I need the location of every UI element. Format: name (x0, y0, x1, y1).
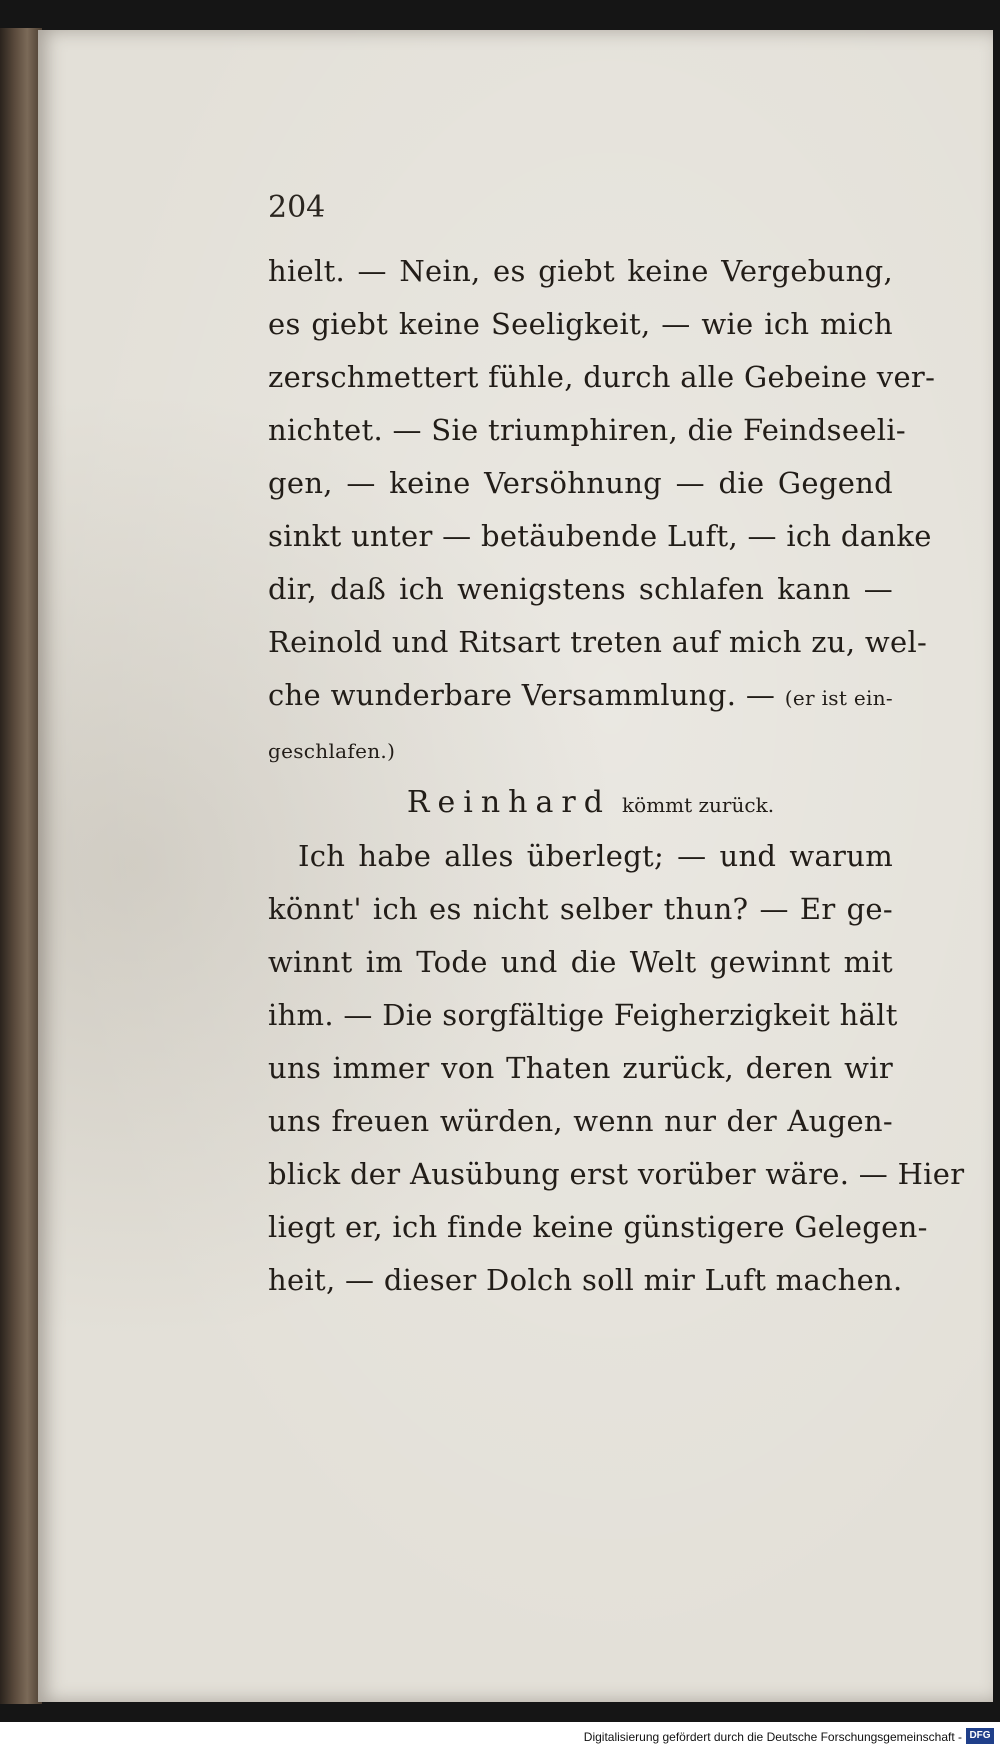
stage-direction: (er ist ein- (784, 686, 893, 710)
text-line: ihm. — Die sorgfältige Feigherzigkeit hält (268, 998, 898, 1032)
text-line: winnt im Tode und die Welt gewinnt mit (268, 945, 893, 979)
speaker-direction: kömmt zurück. (622, 793, 775, 817)
text-line: che wunderbare Versammlung. — (268, 678, 776, 712)
footer-bar (0, 1722, 1000, 1753)
text-line: uns freuen würden, wenn nur der Augen- (268, 1104, 893, 1138)
digitization-credit: Digitalisierung gefördert durch die Deutsche Forschungsgemeinschaft - (583, 1730, 962, 1744)
book-edge (0, 28, 42, 1704)
text-line: gen, — keine Versöhnung — die Gegend (268, 466, 893, 500)
text-line: hielt. — Nein, es giebt keine Vergebung, (268, 254, 893, 288)
text-line: Ich habe alles überlegt; — und warum (298, 839, 893, 873)
text-line: sinkt unter — betäubende Luft, — ich danke (268, 519, 932, 553)
text-line: zerschmettert fühle, durch alle Gebeine ver- (268, 360, 936, 394)
text-line: uns immer von Thaten zurück, deren wir (268, 1051, 893, 1085)
text-line: Reinold und Ritsart treten auf mich zu, wel- (268, 625, 928, 659)
text-line: liegt er, ich finde keine günstigere Gelegen- (268, 1210, 928, 1244)
text-block (268, 245, 965, 1307)
text-line: heit, — dieser Dolch soll mir Luft machen. (268, 1263, 903, 1297)
text-line: es giebt keine Seeligkeit, — wie ich mich (268, 307, 893, 341)
text-line: blick der Ausübung erst vorüber wäre. — Hier (268, 1157, 965, 1191)
speaker-heading (268, 775, 893, 830)
text-line: nichtet. — Sie triumphiren, die Feindseeli- (268, 413, 907, 447)
speaker-name: Reinhard (406, 785, 611, 820)
dfg-logo: DFG (966, 1728, 994, 1744)
text-line-with-direction (268, 669, 893, 722)
stage-direction-end (268, 722, 893, 775)
text-line: dir, daß ich wenigstens schlafen kann — (268, 572, 893, 606)
text-line: könnt' ich es nicht selber thun? — Er ge- (268, 892, 893, 926)
page-number: 204 (268, 190, 326, 225)
stage-direction: geschlafen.) (268, 739, 396, 763)
